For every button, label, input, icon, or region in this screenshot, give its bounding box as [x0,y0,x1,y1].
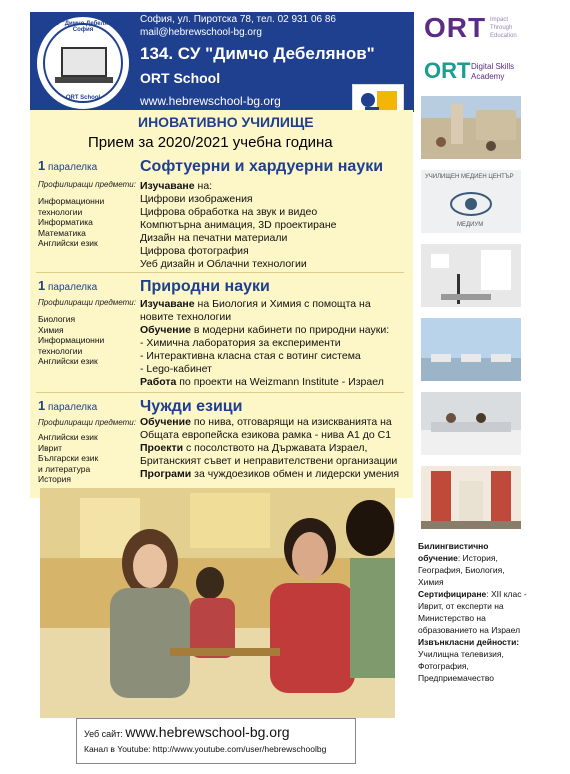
section-body: Обучение по нива, отговарящи на изискванията на Общата европейска езикова рамка - нива А1 до С1 Проекти с посолството на Държавата Израел, Британският съвет и неправителствени организации Програми за чуждоезиков обмен и лидерски умения [140,416,400,480]
media-center-sub: МЕДИУМ [457,222,484,228]
media-center-image [421,170,521,233]
school-name: 134. СУ "Димчо Дебелянов" [140,44,375,63]
profiles-label: Профилиращи предмети: [38,418,136,427]
divider [36,392,404,393]
ort-logo: ORT [424,12,487,43]
media-center-label: УЧИЛИЩЕН МЕДИЕН ЦЕНТЪР [425,174,514,180]
students-photo [40,488,395,718]
footer-site[interactable]: Уеб сайт: www.hebrewschool-bg.org [84,724,290,740]
logo-text-top: 134 СУ "Димчо Дебелянов" - София [40,21,126,33]
photo-lab [421,392,521,455]
section-title: Природни науки [140,278,270,295]
ort-digital-tagline: Digital Skills Academy [471,62,515,81]
photo-hall [421,466,521,529]
logo-text-bottom: ORT School [65,95,101,101]
divider [36,272,404,273]
section-parallel: 1 паралелка [38,158,98,173]
profiles-list: Биология Химия Информационни технологии Английски език [38,314,105,366]
footer-youtube[interactable]: Канал в Youtube: http://www.youtube.com/user/hebrewschoolbg [84,744,327,754]
photo-building [421,96,521,159]
ort-digital-logo: ORT [424,58,471,83]
section-body: Изучаване на: Цифрови изображения Цифрова обработка на звук и видео Компютърна анимация, 3D проектиране Дизайн на печатни материали Цифрова фотография Уеб дизайн и Облачни технологии [140,180,337,270]
photo-classroom [421,318,521,381]
photo-studio [421,244,521,307]
profiles-list: Английски език Иврит Български език и литература История [38,432,99,484]
headline: ИНОВАТИВНО УЧИЛИЩЕ [138,114,314,130]
email-link[interactable]: mail@hebrewschool-bg.org [140,27,262,38]
website-link[interactable]: www.hebrewschool-bg.org [140,94,281,108]
ort-tagline: Impact Through Education [490,17,517,39]
admission-title: Прием за 2020/2021 учебна година [88,134,333,151]
section-title: Чужди езици [140,398,243,415]
section-body: Изучаване на Биология и Химия с помощта на новите технологии Обучение в модерни кабинети по природни науки: - Химична лаборатория за експерименти - Интерактивна класна стая с вотинг система - Lego-кабинет Работа по проекти на Weizmann Institute - Израел [140,298,390,388]
profiles-label: Профилиращи предмети: [38,180,136,189]
profiles-label: Профилиращи предмети: [38,298,136,307]
profiles-list: Информационни технологии Информатика Математика Английски език [38,196,105,248]
section-parallel: 1 паралелка [38,398,98,413]
section-parallel: 1 паралелка [38,278,98,293]
school-logo [34,14,132,112]
sidebar-info: Билингвистично обучение: История, География, Биология, Химия Сертифициране: XII клас - Иврит, от експерти на Министерство на образованието на Израел Извънкласни дейности: Училищна телевизия, Фотография, Предприемачество [418,541,527,683]
section-title: Софтуерни и хардуерни науки [140,158,384,175]
ort-school-subtitle: ORT School [140,70,221,86]
address: София, ул. Пиротска 78, тел. 02 931 06 86 [140,14,336,25]
laptop-icon [61,47,107,77]
